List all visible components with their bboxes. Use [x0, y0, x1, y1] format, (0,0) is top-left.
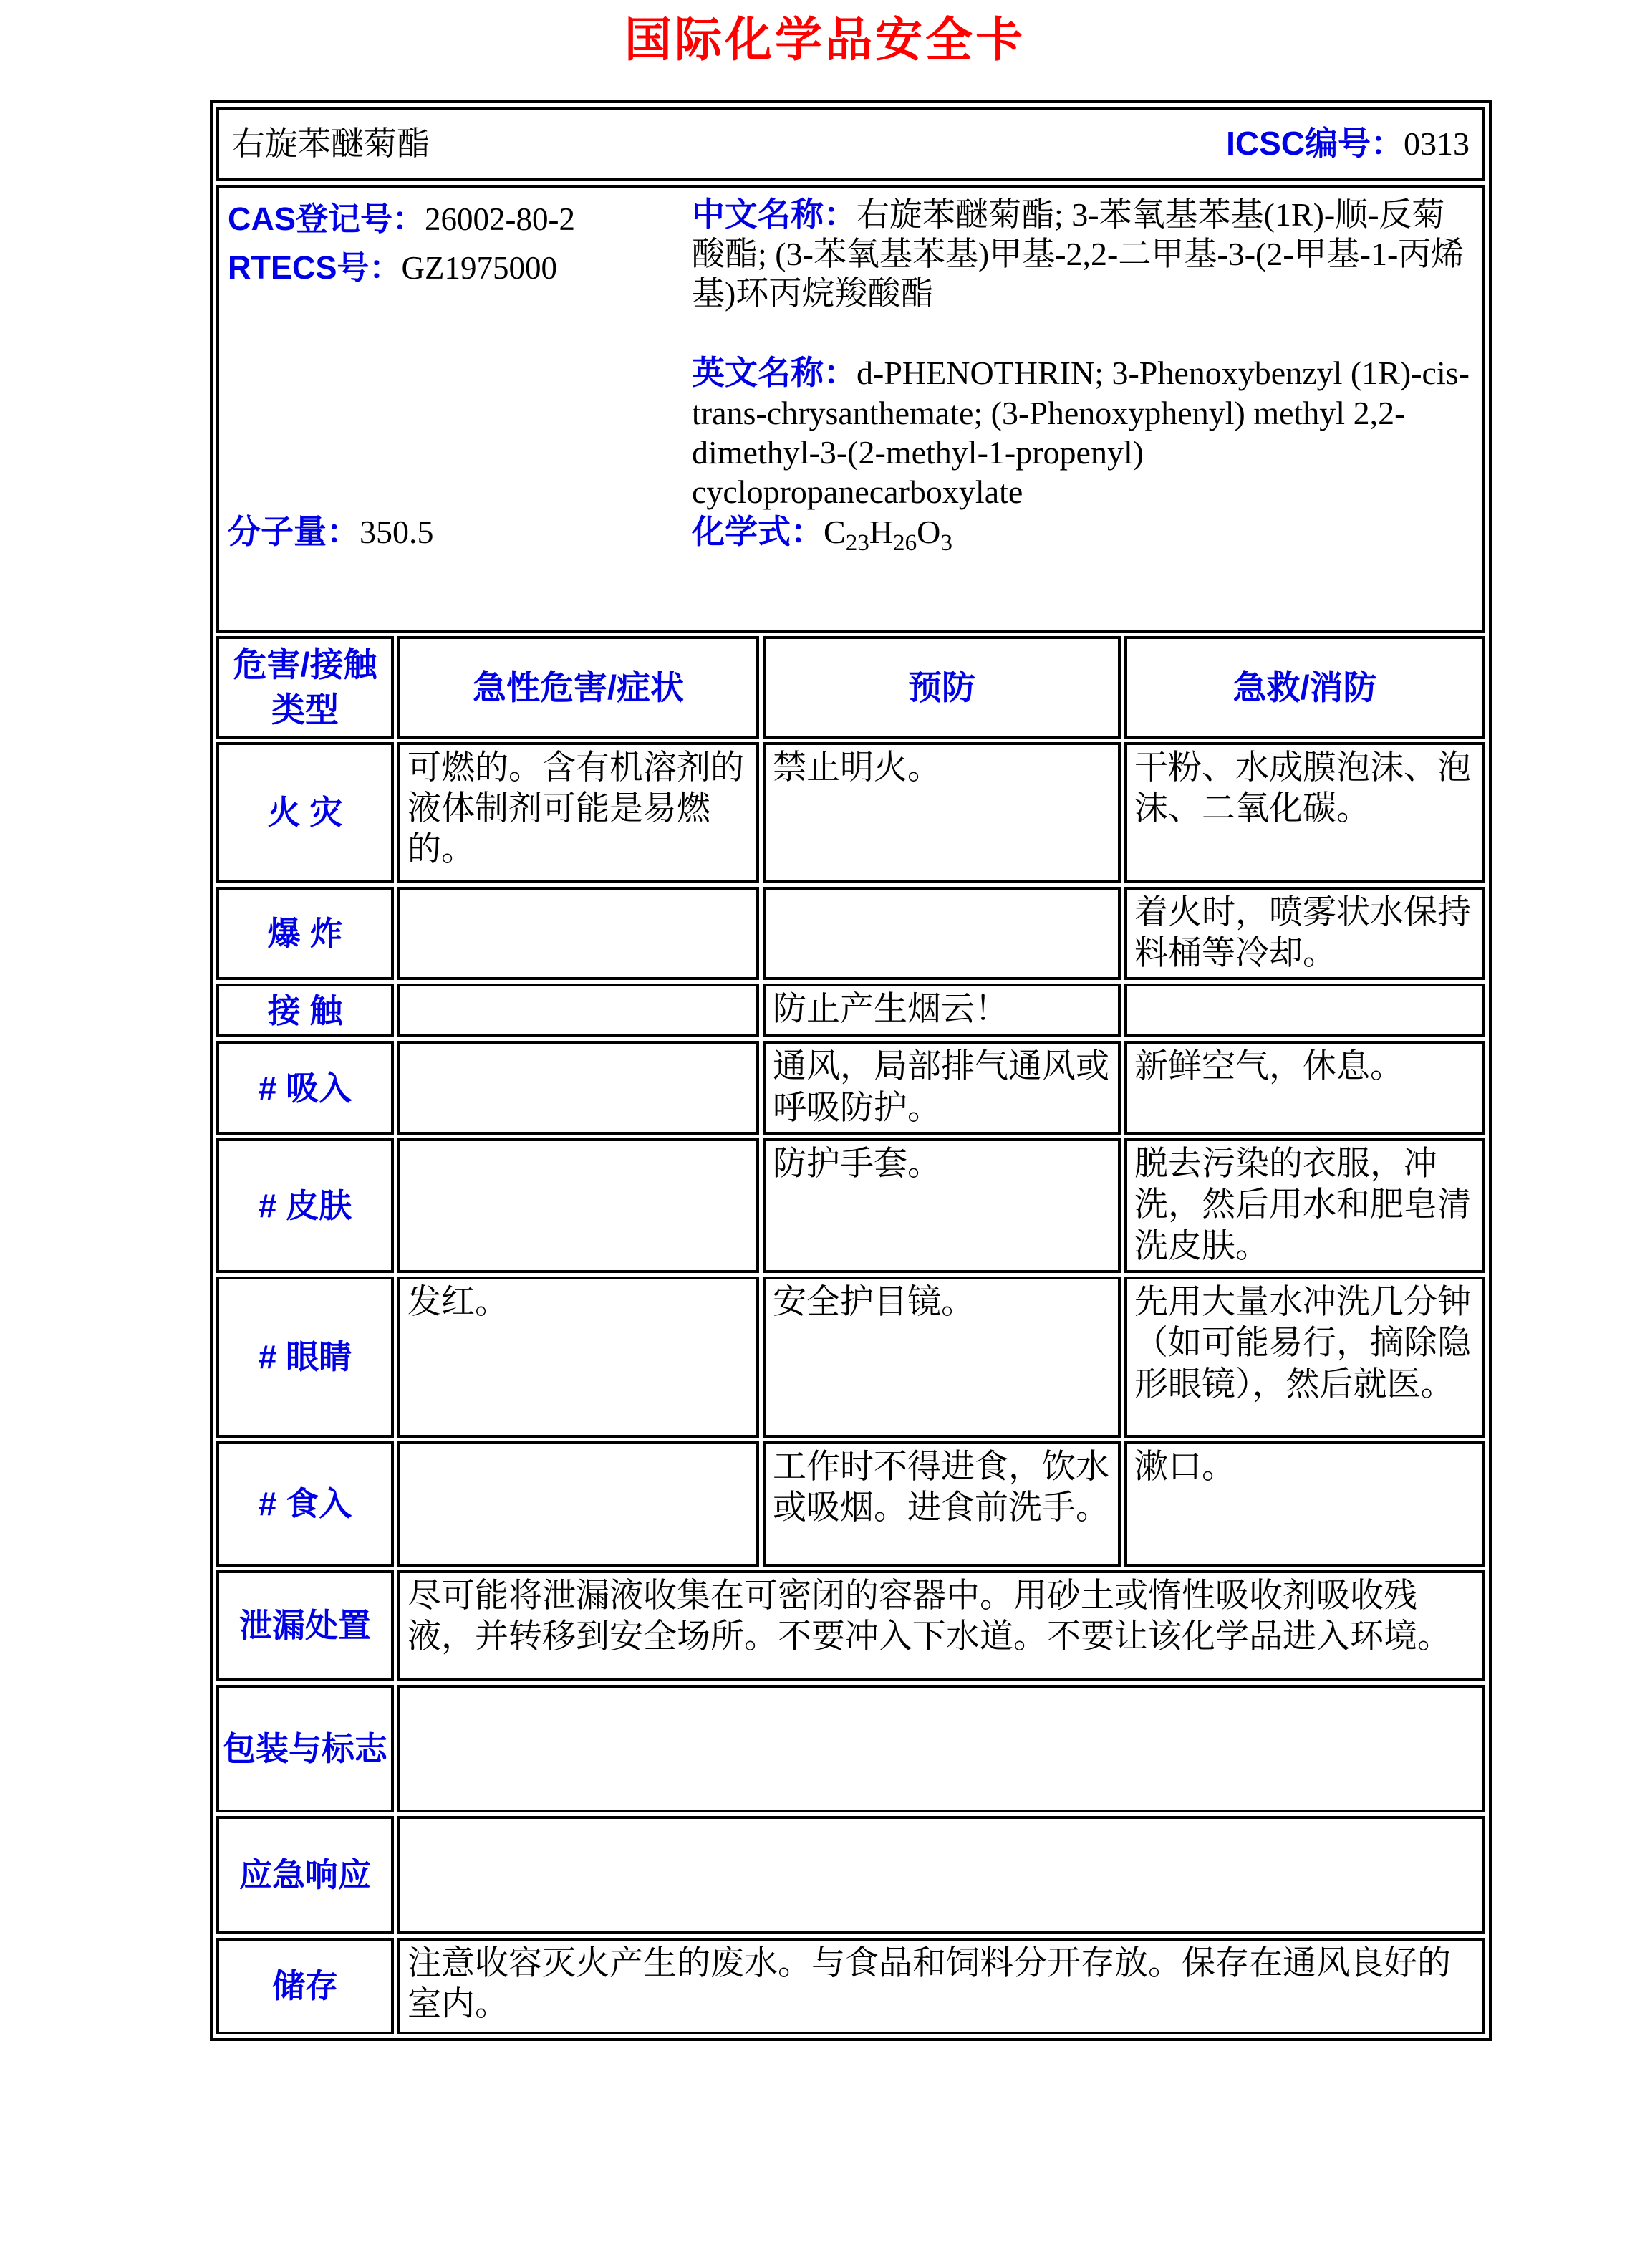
cas-label: CAS登记号： [228, 200, 425, 237]
section-row-packaging [216, 1685, 1485, 1812]
identification-row [216, 185, 1485, 633]
row-label-packaging: 包装与标志 [216, 1685, 394, 1812]
rtecs-number-line [228, 244, 692, 293]
page-title: 国际化学品安全卡 [624, 14, 1026, 67]
molecular-weight-value: 350.5 [360, 514, 434, 551]
ingestion-symptoms [397, 1441, 759, 1567]
inhalation-prevention: 通风，局部排气通风或呼吸防护。 [763, 1041, 1121, 1135]
icsc-number-label: ICSC编号： [1226, 125, 1404, 163]
header-hazard-type: 危害/接触类型 [216, 636, 394, 739]
skin-symptoms [397, 1138, 759, 1273]
hazard-row-inhalation [216, 1041, 1485, 1135]
row-label-fire: 火 灾 [216, 742, 394, 883]
exposure-prevention: 防止产生烟云！ [763, 984, 1121, 1037]
explosion-firstaid: 着火时，喷雾状水保持料桶等冷却。 [1124, 887, 1485, 981]
hazard-header-row [216, 636, 1485, 739]
exposure-symptoms [397, 984, 759, 1037]
storage-content: 注意收容灭火产生的废水。与食品和饲料分开存放。保存在通风良好的室内。 [397, 1938, 1485, 2034]
inhalation-firstaid: 新鲜空气，休息。 [1124, 1041, 1485, 1135]
eyes-firstaid: 先用大量水冲洗几分钟（如可能易行，摘除隐形眼镜），然后就医。 [1124, 1277, 1485, 1438]
fire-symptoms: 可燃的。含有机溶剂的液体制剂可能是易燃的。 [397, 742, 759, 883]
chinese-name-label: 中文名称： [692, 195, 857, 233]
skin-firstaid: 脱去污染的衣服，冲洗，然后用水和肥皂清洗皮肤。 [1124, 1138, 1485, 1273]
card-header-row [216, 107, 1485, 181]
inhalation-symptoms [397, 1041, 759, 1135]
rtecs-label: RTECS号： [228, 249, 402, 287]
spillage-content: 尽可能将泄漏液收集在可密闭的容器中。用砂土或惰性吸收剂吸收残液，并转移到安全场所。不要冲入下水道。不要让该化学品进入环境。 [397, 1570, 1485, 1681]
row-label-inhalation: # 吸入 [216, 1041, 394, 1135]
hazard-row-exposure [216, 984, 1485, 1037]
row-label-emergency: 应急响应 [216, 1816, 394, 1934]
hazard-row-explosion [216, 887, 1485, 981]
row-label-skin: # 皮肤 [216, 1138, 394, 1273]
registry-numbers [228, 195, 692, 511]
ingestion-firstaid: 漱口。 [1124, 1441, 1485, 1567]
exposure-firstaid [1124, 984, 1485, 1037]
header-acute-symptoms: 急性危害/症状 [397, 636, 759, 739]
hazard-row-fire [216, 742, 1485, 883]
section-row-storage [216, 1938, 1485, 2034]
header-prevention: 预防 [763, 636, 1121, 739]
ingestion-prevention: 工作时不得进食，饮水或吸烟。进食前洗手。 [763, 1441, 1121, 1567]
chemical-formula-label: 化学式： [692, 513, 824, 551]
molecular-weight-label: 分子量： [228, 513, 360, 551]
explosion-symptoms [397, 887, 759, 981]
explosion-prevention [763, 887, 1121, 981]
hazard-row-skin [216, 1138, 1485, 1273]
eyes-prevention: 安全护目镜。 [763, 1277, 1121, 1438]
chemical-name: 右旋苯醚菊酯 [232, 125, 430, 162]
card-header-cell [216, 107, 1485, 181]
icsc-number-value: 0313 [1404, 125, 1470, 163]
row-label-exposure: 接 触 [216, 984, 394, 1037]
skin-prevention: 防护手套。 [763, 1138, 1121, 1273]
icsc-card-table [210, 100, 1492, 2041]
row-label-storage: 储存 [216, 1938, 394, 2034]
emergency-content [397, 1816, 1485, 1934]
chemical-formula: $C_{23}H_{26}O_3$ [824, 514, 952, 557]
section-row-spillage [216, 1570, 1485, 1681]
english-name-label: 英文名称： [692, 354, 857, 392]
header-firstaid-firefighting: 急救/消防 [1124, 636, 1485, 739]
rtecs-value: GZ1975000 [401, 250, 558, 287]
row-label-eyes: # 眼睛 [216, 1277, 394, 1438]
section-row-emergency [216, 1816, 1485, 1934]
cas-value: 26002-80-2 [425, 201, 575, 237]
row-label-explosion: 爆 炸 [216, 887, 394, 981]
row-label-spillage: 泄漏处置 [216, 1570, 394, 1681]
chinese-name-block [692, 195, 1474, 314]
hazard-row-eyes [216, 1277, 1485, 1438]
hazard-row-ingestion [216, 1441, 1485, 1567]
eyes-symptoms: 发红。 [397, 1277, 759, 1438]
row-label-ingestion: # 食入 [216, 1441, 394, 1567]
fire-prevention: 禁止明火。 [763, 742, 1121, 883]
icsc-number-group [1226, 123, 1470, 164]
packaging-content [397, 1685, 1485, 1812]
molecular-weight-line [228, 511, 692, 552]
fire-firstaid: 干粉、水成膜泡沫、泡沫、二氧化碳。 [1124, 742, 1485, 883]
english-name-value: d-PHENOTHRIN; 3-Phenoxybenzyl (1R)-cis-trans-chrysanthemate; (3-Phenoxyphenyl) methyl 2,2-dimethyl-3-(2-methyl-1-propenyl) cyclopropanecarboxylate [692, 355, 1470, 510]
identification-cell [216, 185, 1485, 633]
cas-number-line [228, 195, 692, 244]
chemical-names [692, 195, 1474, 511]
chemical-formula-line [692, 511, 1474, 557]
english-name-block [692, 353, 1474, 511]
chinese-name-value: 右旋苯醚菊酯; 3-苯氧基苯基(1R)-顺-反菊酸酯; (3-苯氧基苯基)甲基-2,2-二甲基-3-(2-甲基-1-丙烯基)环丙烷羧酸酯 [692, 196, 1465, 312]
icsc-page [0, 10, 1650, 2268]
